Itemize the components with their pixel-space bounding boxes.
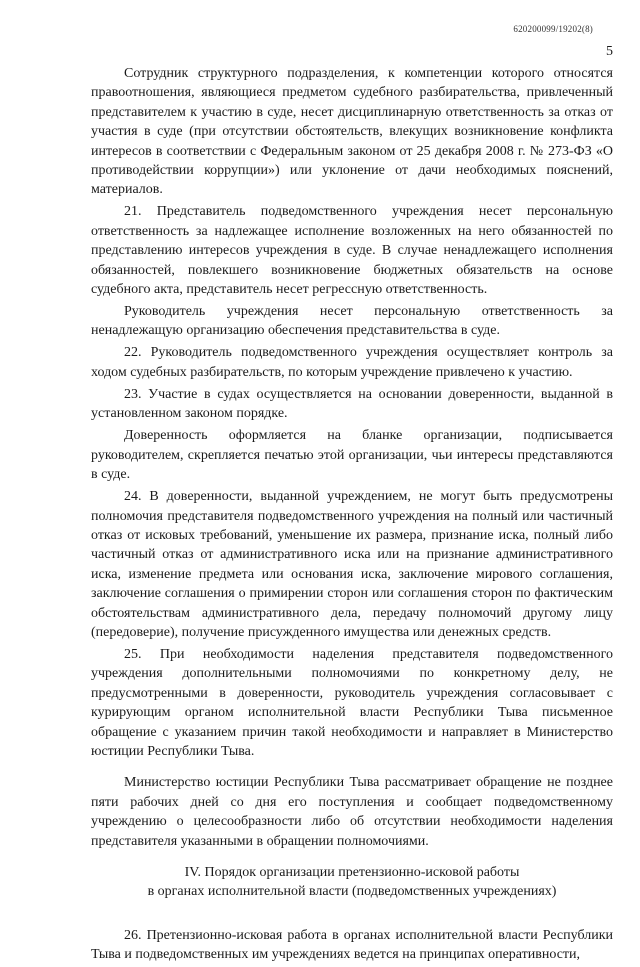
paragraph: Доверенность оформляется на бланке организации, подписывается руководителем, скрепляется печатью этой организации, чьи интересы представляются в суде.	[91, 428, 613, 483]
section-heading	[91, 863, 613, 902]
page-number: 5	[606, 44, 613, 59]
paragraph: Руководитель учреждения несет персональную ответственность за ненадлежащую организацию обеспечения представительства в суде.	[91, 304, 613, 339]
section-heading-line: в органах исполнительной власти (подведомственных учреждениях)	[147, 884, 557, 900]
paragraph: Министерство юстиции Республики Тыва рассматривает обращение не позднее пяти рабочих дней со дня его поступления и сообщает подведомственному учреждению о целесообразности либо об отсутствии необходимости наделения представителя указанными в обращении полномочиями.	[91, 775, 613, 849]
paragraph: 26. Претензионно-исковая работа в органах исполнительной власти Республики Тыва и подведомственных им учреждениях ведется на принципах оперативности,	[91, 927, 613, 963]
paragraph: 23. Участие в судах осуществляется на основании доверенности, выданной в установленном законом порядке.	[91, 386, 613, 422]
section-heading-line: IV. Порядок организации претензионно-исковой работы	[184, 865, 520, 880]
paragraph: 21. Представитель подведомственного учреждения несет персональную ответственность за надлежащее исполнение возложенных на него обязанностей по представлению интересов учреждения в суде. В случае ненадлежащего исполнения обязанностей, повлекшего возникновение бюджетных обязательств на основе судебного акта, представитель несет регрессную ответственность.	[91, 204, 613, 298]
paragraph: 24. В доверенности, выданной учреждением, не могут быть предусмотрены полномочия представителя подведомственного учреждения на полный или частичный отказ от исковых требований, уменьшение их размера, признание иска, полный либо частичный отказ от административного иска или на признание административного иска, изменение предмета или основания иска, заключение мирового соглашения, заключение соглашения о примирении сторон или соглашения сторон по фактическим обстоятельствам административного дела, передачу полномочий другому лицу (передоверие), получение присужденного имущества или денежных средств.	[91, 489, 613, 640]
paragraph: 25. При необходимости наделения представителя подведомственного учреждения дополнительными полномочиями по конкретному делу, не предусмотренными в доверенности, руководитель учреждения согласовывает с курирующим органом исполнительной власти Республики Тыва письменное обращение с указанием причин такой необходимости и направляет в Министерство юстиции Республики Тыва.	[91, 646, 613, 759]
paragraph: 22. Руководитель подведомственного учреждения осуществляет контроль за ходом судебных разбирательств, по которым учреждение привлечено к участию.	[91, 345, 613, 380]
paragraph: Сотрудник структурного подразделения, к компетенции которого относятся правоотношения, являющиеся предметом судебного разбирательства, привлеченный представителем к участию в суде, несет дисциплинарную ответственность за отказ от участия в суде (при отсутствии обстоятельств, влекущих возникновение конфликта интересов в соответствии с Федеральным законом от 25 декабря 2008 г. № 273-ФЗ «О противодействии коррупции») или уклонение от дачи необходимых пояснений, материалов.	[91, 66, 613, 198]
document-body	[91, 64, 613, 967]
document-id: 620200099/19202(8)	[513, 24, 593, 34]
